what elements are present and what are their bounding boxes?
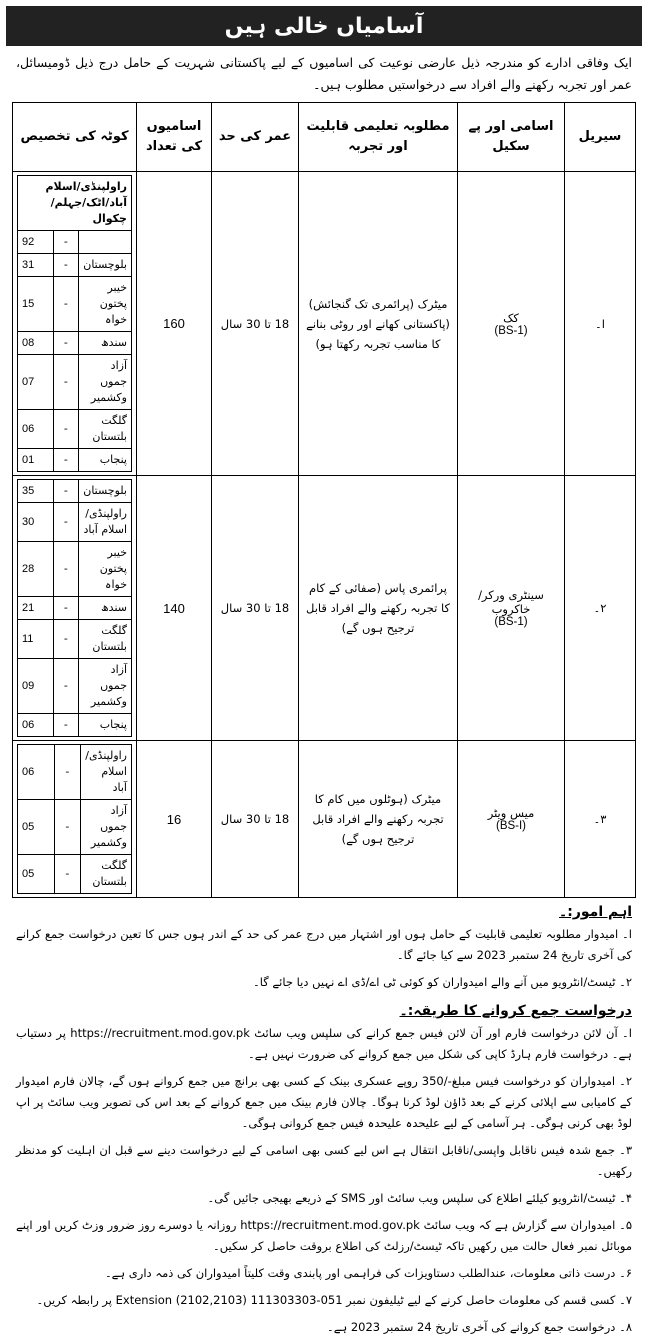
- important-title: اہم امور:۔: [559, 904, 632, 920]
- procedure-item: ۶۔ درست ذاتی معلومات، عندالطلب دستاویزات کی فراہمی اور پابندی وقت کلیتاً امیدواران کی ذمہ داری ہے۔: [104, 1266, 632, 1280]
- important-item: ۲۔ ٹیسٹ/انٹرویو میں آنے والے امیدواران کو کوئی ٹی اے/ڈی اے نہیں دیا جائے گا۔: [253, 975, 632, 989]
- vacancies-table: [12, 102, 636, 898]
- quota-value: 15: [18, 277, 54, 332]
- quota-item: [18, 355, 132, 410]
- quota-region: بلوچستان: [79, 480, 132, 503]
- quota-dash: -: [53, 449, 79, 472]
- procedure-item: ۳۔ جمع شدہ فیس ناقابل واپسی/ناقابل انتقال ہے اس لیے کسی بھی اسامی کے لیے درخواست دینے سے قبل ان اہلیت کو مدنظر رکھیں۔: [16, 1143, 632, 1178]
- post-scale: (BS-1): [494, 324, 528, 337]
- quota-value: 09: [18, 659, 54, 714]
- quota-dash: -: [53, 332, 79, 355]
- row-qualification: میٹرک (پرائمری تک گنجائش) (پاکستانی کھانے اور روٹی بنانے کا مناسب تجربہ رکھتا ہو): [299, 172, 458, 476]
- quota-dash: -: [53, 355, 79, 410]
- quota-dash: -: [53, 597, 79, 620]
- quota-value: 28: [18, 542, 54, 597]
- quota-value: 07: [18, 355, 54, 410]
- quota-value: 01: [18, 449, 54, 472]
- row-age: 18 تا 30 سال: [212, 476, 299, 741]
- quota-list: [17, 479, 132, 737]
- col-count: اسامیوں کی تعداد: [137, 103, 212, 172]
- quota-value: 05: [18, 800, 55, 855]
- procedure-item: ۷۔ کسی قسم کی معلومات حاصل کرنے کے لیے ٹیلیفون نمبر 051-111303303 Extension (2102,2103) پر رابطہ کریں۔: [36, 1293, 632, 1307]
- quota-region: [79, 231, 132, 254]
- quota-value: 30: [18, 503, 54, 542]
- quota-value: 35: [18, 480, 54, 503]
- col-post: اسامی اور پے سکیل: [458, 103, 565, 172]
- table-row: [13, 476, 636, 741]
- job-advertisement: [6, 6, 642, 1334]
- quota-region: خیبر پختون خواہ: [79, 277, 132, 332]
- row-quota: [13, 172, 137, 476]
- post-name: سینٹری ورکر/خاکروب: [478, 588, 544, 616]
- quota-dash: -: [53, 503, 79, 542]
- quota-item: [18, 254, 132, 277]
- quota-dash: -: [53, 410, 79, 449]
- table-row: [13, 172, 636, 476]
- quota-list: [17, 744, 132, 894]
- quota-item: [18, 480, 132, 503]
- quota-item: [18, 449, 132, 472]
- quota-value: 06: [18, 714, 54, 737]
- row-age: 18 تا 30 سال: [212, 741, 299, 898]
- row-serial: ۲۔: [565, 476, 636, 741]
- row-count: 140: [137, 476, 212, 741]
- post-scale: (BS-I): [495, 820, 527, 832]
- quota-item: [18, 231, 132, 254]
- post-name: کک: [503, 310, 519, 325]
- procedure-item: ۴۔ ٹیسٹ/انٹرویو کیلئے اطلاع کی سلپس ویب سائٹ اور SMS کے ذریعے بھیجی جائیں گی۔: [207, 1191, 632, 1205]
- row-post: [458, 741, 565, 898]
- quota-dash: -: [53, 620, 79, 659]
- quota-item: [18, 800, 132, 855]
- quota-value: 08: [18, 332, 54, 355]
- row-count: 160: [137, 172, 212, 476]
- quota-region: آزاد جموں وکشمیر: [79, 355, 132, 410]
- quota-value: 21: [18, 597, 54, 620]
- quota-dash: -: [53, 277, 79, 332]
- quota-item: [18, 332, 132, 355]
- quota-region: گلگت بلتستان: [79, 620, 132, 659]
- procedure-item: ۲۔ امیدواران کو درخواست فیس مبلغ-/350 روپے عسکری بینک کے کسی بھی برانچ میں جمع کروانے ہوں گے، چالان فارم امیدوار کے کامیابی سے اپلائی کرنے کے بعد ڈاؤن لوڈ کرنا ہوگا۔ چالان فارم بینک میں جمع کروانے کے بعد اس کی تصویر ویب سائٹ پر اپ لوڈ بھی کرنی ہوگی۔ ہر آسامی کے لیے علیحدہ علیحدہ فیس جمع کروانی ہوگی۔: [16, 1074, 633, 1130]
- quota-dash: -: [53, 542, 79, 597]
- procedure-item: ا۔ آن لائن درخواست فارم اور آن لائن فیس جمع کرانے کی سلپس ویب سائٹ https://recruitment.mod.gov.pk پر دستیاب ہے۔ درخواست فارم ہارڈ کاپی کی شکل میں جمع کروانے کی ضرورت نہیں ہے۔: [16, 1026, 632, 1061]
- quota-value: 05: [18, 855, 55, 894]
- quota-region: آزاد جموں وکشمیر: [81, 800, 132, 855]
- quota-region: بلوچستان: [79, 254, 132, 277]
- quota-region: راولپنڈی/اسلام آباد: [81, 745, 132, 800]
- quota-dash: -: [53, 231, 79, 254]
- quota-region: پنجاب: [79, 714, 132, 737]
- row-quota: [13, 476, 137, 741]
- quota-dash: -: [54, 745, 81, 800]
- quota-region: راولپنڈی/اسلام آباد: [79, 503, 132, 542]
- intro-paragraph: ایک وفاقی ادارے کو مندرجہ ذیل عارضی نوعیت کی اسامیوں کے لیے پاکستانی شہریت کے حامل درج ذیل ڈومیسائل، عمر اور تجربہ رکھنے والے افراد سے درخواستیں مطلوب ہیں۔: [16, 55, 632, 92]
- table-header-row: [13, 103, 636, 172]
- quota-dash: -: [53, 659, 79, 714]
- quota-region: سندھ: [79, 597, 132, 620]
- quota-region: پنجاب: [79, 449, 132, 472]
- quota-item: [18, 410, 132, 449]
- quota-item: [18, 597, 132, 620]
- quota-item: [18, 542, 132, 597]
- quota-head: راولپنڈی/اسلام آباد/اٹک/جہلم/چکوال: [18, 176, 132, 231]
- post-scale: (BS-1): [494, 616, 528, 628]
- page-title: آسامیاں خالی ہیں: [6, 6, 642, 46]
- row-quota: [13, 741, 137, 898]
- quota-list: [17, 175, 132, 472]
- quota-region: خیبر پختون خواہ: [79, 542, 132, 597]
- col-qualification: مطلوبہ تعلیمی قابلیت اور تجربہ: [299, 103, 458, 172]
- quota-item: [18, 620, 132, 659]
- row-age: 18 تا 30 سال: [212, 172, 299, 476]
- quota-value: 92: [18, 231, 54, 254]
- post-name: میس ویٹر: [487, 806, 535, 820]
- quota-region: گلگت بلتستان: [79, 410, 132, 449]
- important-item: ا۔ امیدوار مطلوبہ تعلیمی قابلیت کے حامل ہوں اور اشتہار میں درج عمر کی حد کے اندر ہوں جس کا تعین درخواست جمع کرانے کی آخری تاریخ 24 ستمبر 2023 سے کیا جائے گا۔: [16, 927, 632, 962]
- row-serial: ۳۔: [565, 741, 636, 898]
- row-post: [458, 476, 565, 741]
- quota-dash: -: [54, 855, 81, 894]
- row-serial: ا۔: [565, 172, 636, 476]
- procedure-item: ۸۔ درخواست جمع کروانے کی آخری تاریخ 24 ستمبر 2023 ہے۔: [326, 1320, 632, 1334]
- quota-item: [18, 277, 132, 332]
- col-serial: سیریل: [565, 103, 636, 172]
- quota-dash: -: [53, 254, 79, 277]
- quota-dash: -: [53, 714, 79, 737]
- quota-dash: -: [54, 800, 81, 855]
- row-count: 16: [137, 741, 212, 898]
- quota-region: آزاد جموں وکشمیر: [79, 659, 132, 714]
- procedure-item: ۵۔ امیدواران سے گزارش ہے کہ ویب سائٹ https://recruitment.mod.gov.pk روزانہ یا دوسرے روز ضرور وزٹ کریں اور اپنے موبائل نمبر فعال حالت میں رکھیں تاکہ ٹیسٹ/رزلٹ کی اطلاع بروقت حاصل کر سکیں۔: [16, 1218, 632, 1253]
- quota-value: 31: [18, 254, 54, 277]
- quota-region: سندھ: [79, 332, 132, 355]
- row-qualification: پرائمری پاس (صفائی کے کام کا تجربہ رکھنے والے افراد قابل ترجیح ہوں گے): [299, 476, 458, 741]
- quota-item: [18, 503, 132, 542]
- quota-item: [18, 855, 132, 894]
- procedure-title: درخواست جمع کروانے کا طریقہ:۔: [399, 1003, 632, 1019]
- quota-value: 06: [18, 745, 55, 800]
- col-quota: کوٹہ کی تخصیص: [13, 103, 137, 172]
- col-age: عمر کی حد: [212, 103, 299, 172]
- quota-item: [18, 714, 132, 737]
- quota-value: 06: [18, 410, 54, 449]
- quota-value: 11: [18, 620, 54, 659]
- row-post: [458, 172, 565, 476]
- quota-item: [18, 745, 132, 800]
- table-row: [13, 741, 636, 898]
- quota-item: [18, 659, 132, 714]
- quota-region: گلگت بلتستان: [81, 855, 132, 894]
- row-qualification: میٹرک (ہوٹلوں میں کام کا تجربہ رکھنے والے افراد قابل ترجیح ہوں گے): [299, 741, 458, 898]
- quota-dash: -: [53, 480, 79, 503]
